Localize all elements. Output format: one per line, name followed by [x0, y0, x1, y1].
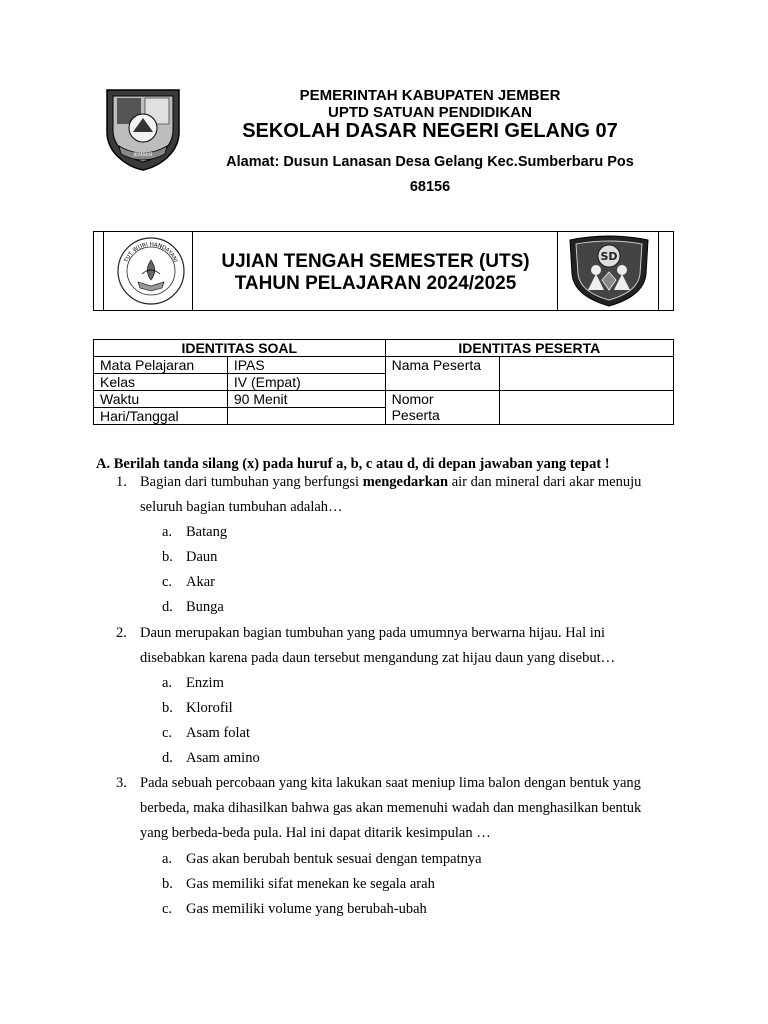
school-year: TAHUN PELAJARAN 2024/2025: [234, 273, 517, 294]
exam-title: UJIAN TENGAH SEMESTER (UTS): [221, 251, 530, 272]
participant-number-field[interactable]: [500, 391, 674, 425]
question-1-text-line1: Bagian dari tumbuhan yang berfungsi mengedarkan air dan mineral dari akar menuju: [140, 474, 642, 490]
time-label: Waktu: [94, 391, 228, 408]
svg-text:JEMBER: JEMBER: [133, 152, 153, 158]
question-2-number: 2.: [116, 625, 127, 641]
q2-option-b-letter: b.: [162, 700, 173, 716]
question-2-text-line2: disebabkan karena pada daun tersebut mengandung zat hijau daun yang disebut…: [140, 650, 616, 666]
q2-option-c[interactable]: Asam folat: [186, 725, 251, 741]
participant-name-label: Nama Peserta: [385, 357, 500, 391]
q1-option-a[interactable]: Batang: [186, 524, 228, 540]
sd-badge-logo: [566, 234, 652, 308]
q2-option-c-letter: c.: [162, 725, 173, 741]
q1-option-c[interactable]: Akar: [186, 574, 215, 590]
unit-name: UPTD SATUAN PENDIDIKAN: [328, 104, 532, 121]
section-a-instruction: A. Berilah tanda silang (x) pada huruf a, b, c atau d, di depan jawaban yang tepat !: [96, 456, 610, 472]
q2-option-b[interactable]: Klorofil: [186, 700, 233, 716]
question-1-number: 1.: [116, 474, 127, 490]
q3-option-a-letter: a.: [162, 851, 173, 867]
q1-option-c-letter: c.: [162, 574, 173, 590]
school-address: Alamat: Dusun Lanasan Desa Gelang Kec.Sumberbaru Pos: [226, 154, 634, 170]
question-3-number: 3.: [116, 775, 127, 791]
q1-option-d[interactable]: Bunga: [186, 599, 224, 615]
jember-regency-logo: [105, 88, 181, 172]
tut-wuri-handayani-logo: [116, 236, 186, 306]
q3-option-c[interactable]: Gas memiliki volume yang berubah-ubah: [186, 901, 427, 917]
participant-number-label: Nomor Peserta: [385, 391, 500, 425]
question-1-text-line2: seluruh bagian tumbuhan adalah…: [140, 499, 343, 515]
school-name: SEKOLAH DASAR NEGERI GELANG 07: [242, 120, 618, 142]
svg-text:TUT WURI HANDAYANI: TUT WURI HANDAYANI: [123, 241, 179, 264]
question-3-text-line1: Pada sebuah percobaan yang kita lakukan saat meniup lima balon dengan bentuk yang: [140, 775, 641, 791]
q2-option-d[interactable]: Asam amino: [186, 750, 260, 766]
q3-option-b[interactable]: Gas memiliki sifat menekan ke segala arah: [186, 876, 435, 892]
class-value: IV (Empat): [227, 374, 385, 391]
q1-option-b[interactable]: Daun: [186, 549, 218, 565]
q2-option-a-letter: a.: [162, 675, 173, 691]
q1-option-a-letter: a.: [162, 524, 173, 540]
q3-option-a[interactable]: Gas akan berubah bentuk sesuai dengan tempatnya: [186, 851, 482, 867]
school-postal-code: 68156: [409, 179, 451, 195]
q3-option-b-letter: b.: [162, 876, 173, 892]
participant-name-field[interactable]: [500, 357, 674, 391]
question-2-text-line1: Daun merupakan bagian tumbuhan yang pada umumnya berwarna hijau. Hal ini: [140, 625, 606, 641]
government-name: PEMERINTAH KABUPATEN JEMBER: [299, 87, 561, 104]
exam-title-box: [93, 231, 674, 311]
date-value[interactable]: [227, 408, 385, 425]
q2-option-d-letter: d.: [162, 750, 173, 766]
q2-option-a[interactable]: Enzim: [186, 675, 224, 691]
subject-label: Mata Pelajaran: [94, 357, 228, 374]
date-label: Hari/Tanggal: [94, 408, 228, 425]
question-3-text-line3: yang berbeda-beda pula. Hal ini dapat ditarik kesimpulan …: [140, 825, 491, 841]
identity-soal-header: IDENTITAS SOAL: [94, 340, 386, 357]
class-label: Kelas: [94, 374, 228, 391]
q1-option-b-letter: b.: [162, 549, 173, 565]
question-3-text-line2: berbeda, maka dihasilkan bahwa gas akan memenuhi wadah dan menghasilkan bentuk: [140, 800, 642, 816]
sd-logo-cell: [557, 232, 659, 310]
identity-peserta-header: IDENTITAS PESERTA: [385, 340, 673, 357]
subject-value: IPAS: [227, 357, 385, 374]
svg-text:SD: SD: [600, 250, 618, 263]
q3-option-c-letter: c.: [162, 901, 173, 917]
q1-option-d-letter: d.: [162, 599, 173, 615]
identity-table: [93, 339, 674, 425]
tutwuri-logo-cell: [103, 232, 193, 310]
time-value: 90 Menit: [227, 391, 385, 408]
